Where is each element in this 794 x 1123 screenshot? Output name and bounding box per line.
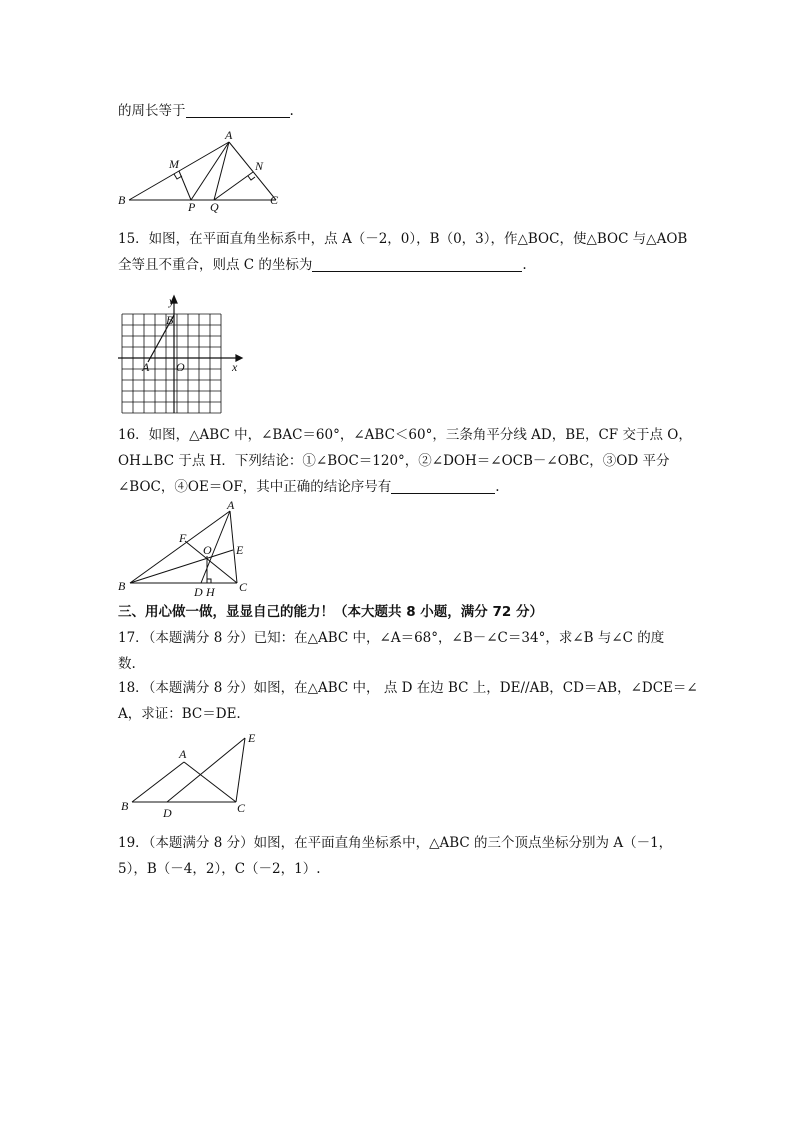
answer-blank-15[interactable] [312,257,522,272]
label-A: A [179,747,187,761]
label-A: A [225,128,233,142]
figure-16 [115,500,265,600]
label-M: M [169,157,179,171]
label-B: B [121,799,129,813]
question-18-line-1: 18．（本题满分 8 分）如图，在△ABC 中， 点 D 在边 BC 上，DE//AB，CD＝AB，∠DCE＝∠ [118,680,698,696]
label-F: F [179,531,187,545]
answer-blank-16[interactable] [391,479,495,494]
label-H: H [206,585,215,599]
question-14-text: 的周长等于 [118,103,186,119]
label-B: B [118,193,126,207]
label-Q: Q [210,200,219,214]
question-16-line-1: 16．如图，△ABC 中，∠BAC＝60°，∠ABC＜60°，三条角平分线 AD，BE，CF 交于点 O， [118,427,692,443]
label-C: C [239,580,248,594]
question-19-line-1: 19．（本题满分 8 分）如图，在平面直角坐标系中，△ABC 的三个顶点坐标分别为 A（－1， [118,835,673,851]
question-16-text: ∠BOC，④OE＝OF，其中正确的结论序号有 [118,479,392,495]
question-14-tail [118,102,294,120]
label-D: D [163,806,172,820]
label-B: B [166,313,174,327]
answer-blank-14[interactable] [186,103,290,118]
label-N: N [255,159,264,173]
label-C: C [237,801,246,815]
section-3-heading: 三、用心做一做，显显自己的能力！（本大题共 8 小题，满分 72 分） [118,604,543,620]
question-17-line-1: 17．（本题满分 8 分）已知：在△ABC 中，∠A＝68°，∠B－∠C＝34°，求∠B 与∠C 的度 [118,630,665,646]
label-D: D [194,585,203,599]
label-B: B [118,579,126,593]
figure-15-grid [118,295,248,420]
question-16-line-3 [118,478,500,496]
figure-14 [115,128,285,213]
axis-label-x: x [232,360,238,374]
label-E: E [236,543,244,557]
label-C: C [270,193,279,207]
label-A: A [227,498,235,512]
period: . [522,257,527,273]
question-16-line-2: OH⊥BC 于点 H．下列结论：①∠BOC＝120°，②∠DOH＝∠OCB－∠OBC，③OD 平分 [118,453,670,469]
label-A: A [142,360,150,374]
question-15-line-2 [118,256,527,274]
label-P: P [188,200,196,214]
period: . [289,103,294,119]
label-E: E [248,731,256,745]
label-O: O [203,543,212,557]
question-15-text: 全等且不重合，则点 C 的坐标为 [118,257,313,273]
question-18-line-2: A，求证：BC＝DE. [118,706,241,722]
period: . [495,479,500,495]
question-19-line-2: 5），B（－4，2），C（－2，1）. [118,861,321,877]
figure-18 [118,728,263,823]
question-15-line-1: 15．如图，在平面直角坐标系中，点 A（－2，0），B（0，3），作△BOC，使△BOC 与△AOB [118,231,688,247]
question-17-line-2: 数. [118,656,136,672]
axis-label-y: y [169,294,175,308]
label-O: O [176,360,185,374]
